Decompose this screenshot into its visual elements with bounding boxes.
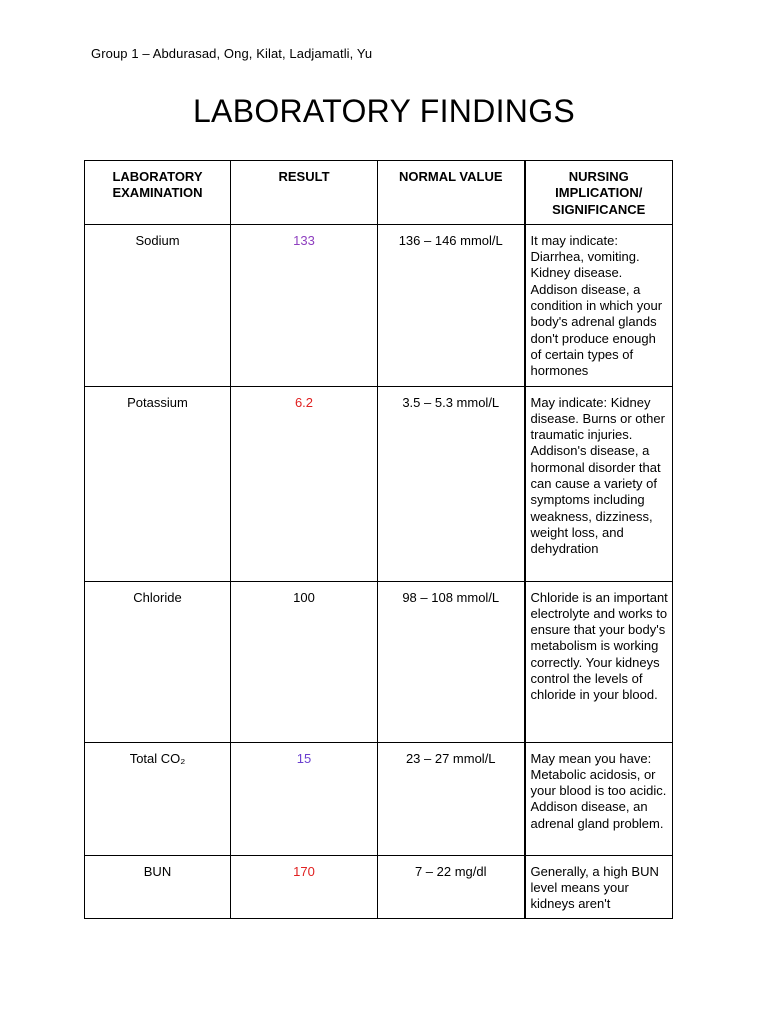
exam-cell: Potassium xyxy=(85,386,231,581)
result-cell: 15 xyxy=(231,742,378,855)
result-cell: 100 xyxy=(231,581,378,742)
implication-cell: May mean you have: Metabolic acidosis, or your blood is too acidic. Addison disease, an adrenal gland problem. xyxy=(525,742,673,855)
exam-cell: Sodium xyxy=(85,224,231,386)
exam-cell: Total CO₂ xyxy=(85,742,231,855)
exam-cell: BUN xyxy=(85,855,231,919)
lab-findings-table xyxy=(84,160,673,919)
table-header-row xyxy=(85,161,673,225)
result-cell: 6.2 xyxy=(231,386,378,581)
header-implication: NURSING IMPLICATION/ SIGNIFICANCE xyxy=(525,161,673,225)
group-members-line: Group 1 – Abdurasad, Ong, Kilat, Ladjamatli, Yu xyxy=(91,46,373,61)
implication-cell: Generally, a high BUN level means your kidneys aren't xyxy=(525,855,673,919)
result-cell: 170 xyxy=(231,855,378,919)
header-exam: LABORATORY EXAMINATION xyxy=(85,161,231,225)
normal-value-cell: 136 – 146 mmol/L xyxy=(378,224,525,386)
header-result: RESULT xyxy=(231,161,378,225)
table-row xyxy=(85,742,673,855)
table-row xyxy=(85,386,673,581)
normal-value-cell: 3.5 – 5.3 mmol/L xyxy=(378,386,525,581)
page-title: LABORATORY FINDINGS xyxy=(192,93,576,129)
exam-cell: Chloride xyxy=(85,581,231,742)
normal-value-cell: 98 – 108 mmol/L xyxy=(378,581,525,742)
normal-value-cell: 23 – 27 mmol/L xyxy=(378,742,525,855)
header-normal-value: NORMAL VALUE xyxy=(378,161,525,225)
implication-cell: It may indicate: Diarrhea, vomiting. Kidney disease. Addison disease, a condition in which your body's adrenal glands don't produce enough of certain types of hormones xyxy=(525,224,673,386)
table-row xyxy=(85,224,673,386)
implication-cell: May indicate: Kidney disease. Burns or other traumatic injuries. Addison's disease, a hormonal disorder that can cause a variety of symptoms including weakness, dizziness, weight loss, and dehydration xyxy=(525,386,673,581)
table-row xyxy=(85,855,673,919)
implication-cell: Chloride is an important electrolyte and works to ensure that your body's metabolism is working correctly. Your kidneys control the levels of chloride in your blood. xyxy=(525,581,673,742)
normal-value-cell: 7 – 22 mg/dl xyxy=(378,855,525,919)
result-cell: 133 xyxy=(231,224,378,386)
table-row xyxy=(85,581,673,742)
